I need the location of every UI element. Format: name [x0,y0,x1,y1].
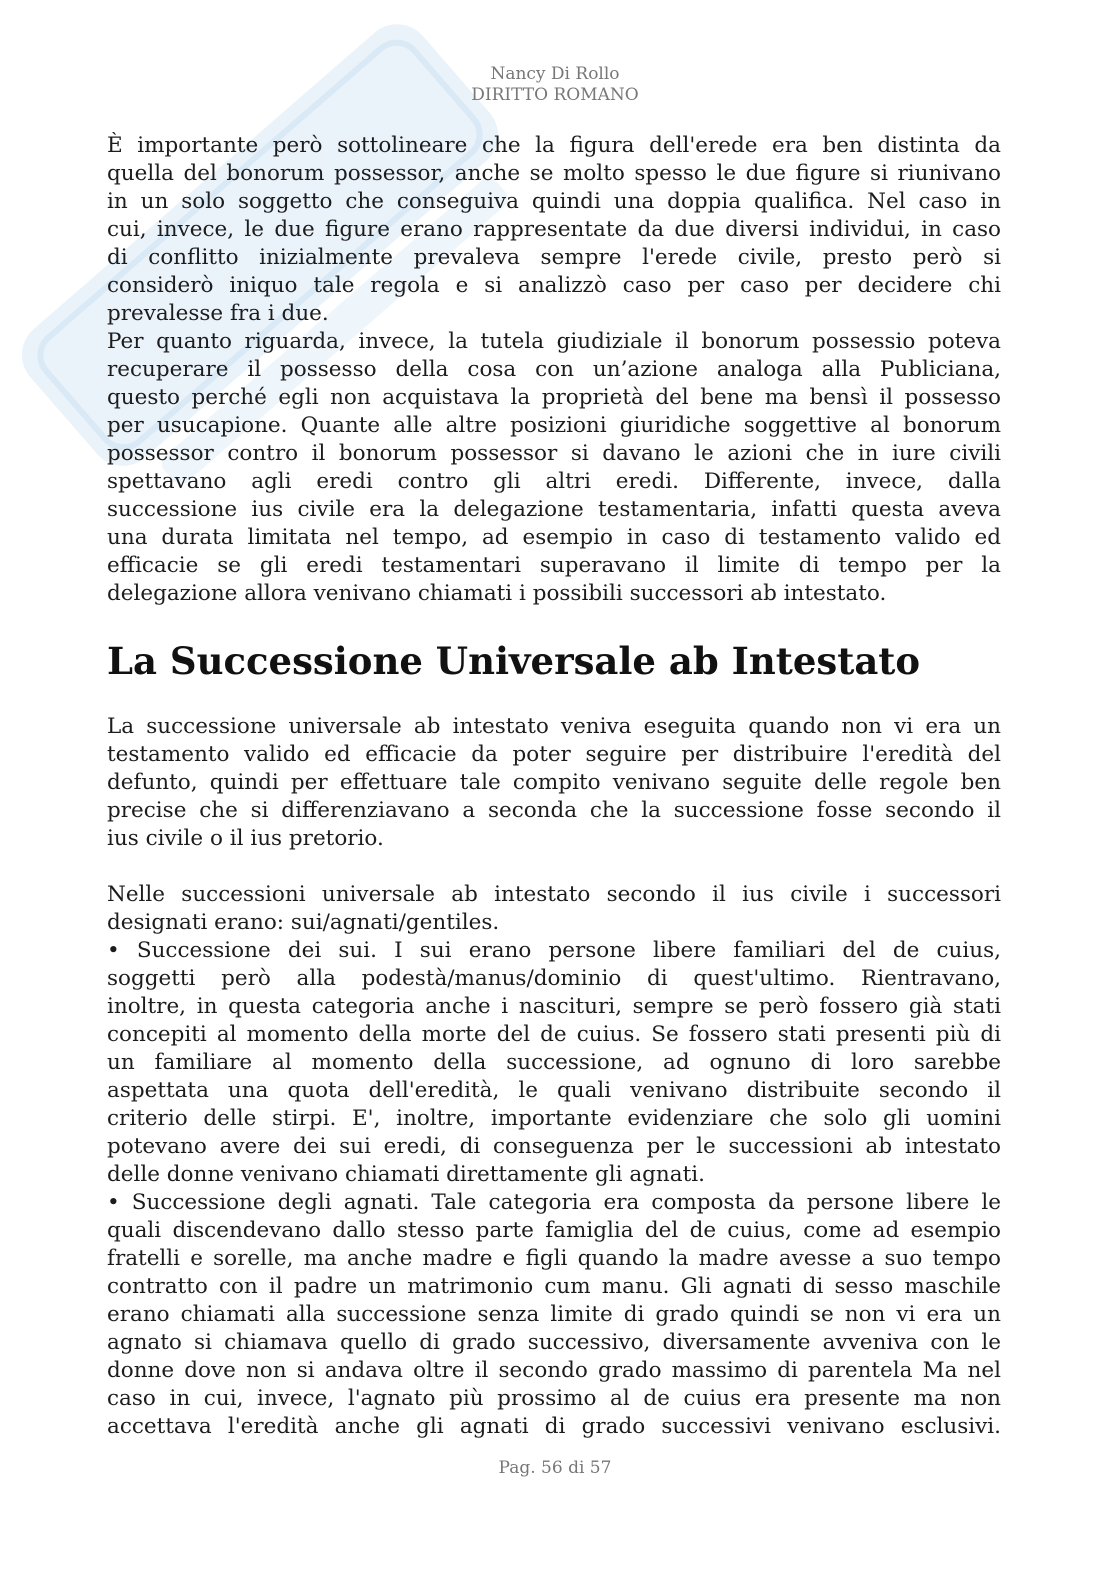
paragraph-intestate-succession [107,713,1001,853]
paragraph-heir-vs-bonorum-possessor [107,132,1001,328]
text-line: in un solo soggetto che conseguiva quindi una doppia qualifica. Nel caso in [107,189,1001,214]
text-line: fratelli e sorelle, ma anche madre e figli quando la madre avesse a suo tempo [107,1246,1001,1271]
text-line: Nelle successioni universale ab intestato secondo il ius civile i successori [107,882,1001,907]
header-subject: DIRITTO ROMANO [471,85,639,105]
text-line: di conflitto inizialmente prevaleva sempre l'erede civile, presto però si [107,245,1001,270]
text-line: La successione universale ab intestato veniva eseguita quando non vi era un [107,714,1001,739]
page-number: Pag. 56 di 57 [498,1458,612,1478]
text-line: una durata limitata nel tempo, ad esempio in caso di testamento valido ed [107,525,1001,550]
text-line: possessor contro il bonorum possessor si davano le azioni che in iure civili [107,441,1001,466]
text-line: ius civile o il ius pretorio. [107,826,384,851]
text-line: erano chiamati alla successione senza limite di grado quindi se non vi era un [107,1302,1001,1327]
text-line: quella del bonorum possessor, anche se molto spesso le due figure si riunivano [107,161,1001,186]
section-heading: La Successione Universale ab Intestato [107,639,921,683]
text-line: prevalesse fra i due. [107,301,329,326]
text-line: cui, invece, le due figure erano rappresentate da due diversi individui, in caso [107,217,1001,242]
paragraph-designated-successors [107,881,1001,937]
text-line: per usucapione. Quante alle altre posizioni giuridiche soggettive al bonorum [107,413,1001,438]
running-header [0,64,1110,106]
header-author: Nancy Di Rollo [490,64,620,84]
page-body [107,132,1001,1441]
text-line: agnato si chiamava quello di grado successivo, diversamente avveniva con le [107,1330,1001,1355]
text-line: Per quanto riguarda, invece, la tutela giudiziale il bonorum possessio poteva [107,329,1001,354]
text-line: • Successione degli agnati. Tale categoria era composta da persone libere le [107,1190,1001,1215]
bullet-item-agnati [107,1189,1001,1441]
text-line: È importante però sottolineare che la figura dell'erede era ben distinta da [107,133,1001,158]
text-line: testamento valido ed efficacie da poter seguire per distribuire l'eredità del [107,742,1001,767]
text-line: quali discendevano dallo stesso parte famiglia del de cuius, come ad esempio [107,1218,1001,1243]
text-line: • Successione dei sui. I sui erano persone libere familiari del de cuius, [107,938,1001,963]
text-line: caso in cui, invece, l'agnato più prossimo al de cuius era presente ma non [107,1386,1001,1411]
text-line: contratto con il padre un matrimonio cum manu. Gli agnati di sesso maschile [107,1274,1001,1299]
paragraph-judicial-protection [107,328,1001,608]
text-line: delegazione allora venivano chiamati i possibili successori ab intestato. [107,581,887,606]
text-line: donne dove non si andava oltre il secondo grado massimo di parentela Ma nel [107,1358,1001,1383]
text-line: recuperare il possesso della cosa con un’azione analoga alla Publiciana, [107,357,1001,382]
text-line: potevano avere dei sui eredi, di conseguenza per le successioni ab intestato [107,1134,1001,1159]
text-line: aspettata una quota dell'eredità, le quali venivano distribuite secondo il [107,1078,1001,1103]
text-line: inoltre, in questa categoria anche i nascituri, sempre se però fossero già stati [107,994,1001,1019]
text-line: soggetti però alla podestà/manus/dominio di quest'ultimo. Rientravano, [107,966,1001,991]
text-line: efficacie se gli eredi testamentari superavano il limite di tempo per la [107,553,1001,578]
text-line: designati erano: sui/agnati/gentiles. [107,910,500,935]
text-line: accettava l'eredità anche gli agnati di grado successivi venivano esclusivi. [107,1414,1001,1439]
text-line: considerò iniquo tale regola e si analizzò caso per caso per decidere chi [107,273,1001,298]
text-line: questo perché egli non acquistava la proprietà del bene ma bensì il possesso [107,385,1001,410]
text-line: successione ius civile era la delegazione testamentaria, infatti questa aveva [107,497,1001,522]
text-line: un familiare al momento della successione, ad ognuno di loro sarebbe [107,1050,1001,1075]
text-line: criterio delle stirpi. E', inoltre, importante evidenziare che solo gli uomini [107,1106,1001,1131]
text-line: precise che si differenziavano a seconda che la successione fosse secondo il [107,798,1001,823]
text-line: defunto, quindi per effettuare tale compito venivano seguite delle regole ben [107,770,1001,795]
text-line: delle donne venivano chiamati direttamente gli agnati. [107,1162,705,1187]
bullet-item-sui [107,937,1001,1189]
text-line: concepiti al momento della morte del de cuius. Se fossero stati presenti più di [107,1022,1001,1047]
text-line: spettavano agli eredi contro gli altri eredi. Differente, invece, dalla [107,469,1001,494]
